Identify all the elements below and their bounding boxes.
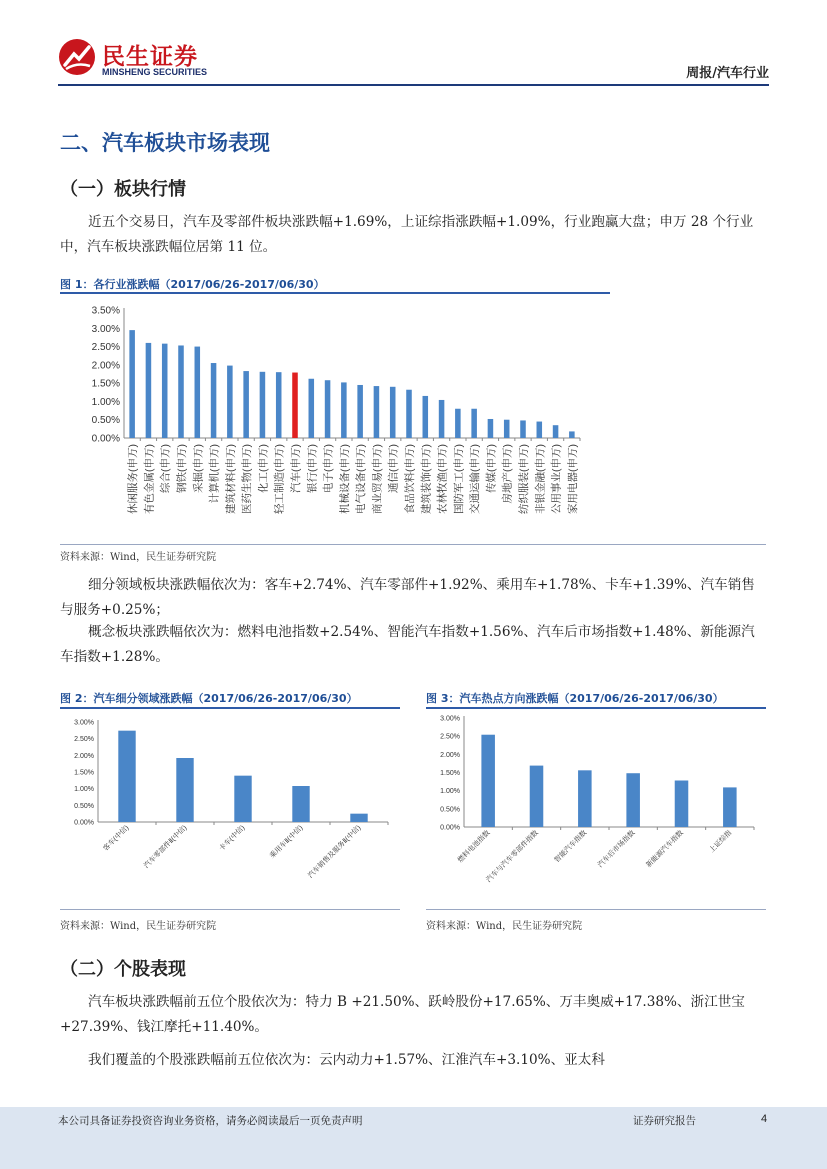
fig1-bar	[146, 343, 152, 438]
fig1-y-tick: 1.00%	[91, 396, 120, 408]
fig2-bar	[292, 786, 309, 822]
fig2-y-tick: 1.00%	[74, 786, 94, 794]
figure-3-chart	[426, 712, 766, 907]
fig1-y-tick: 0.50%	[91, 415, 120, 427]
fig2-y-tick: 3.00%	[74, 719, 94, 727]
fig2-x-label: 乘用车Ⅱ(中信)	[268, 824, 305, 860]
fig1-bar	[488, 419, 494, 438]
fig3-y-tick: 2.50%	[440, 733, 460, 741]
figure-3-caption-rule	[426, 707, 766, 709]
fig3-x-label: 智能汽车指数	[553, 829, 589, 865]
figure-1-chart	[60, 298, 620, 540]
fig1-x-label: 汽车(申万)	[290, 444, 302, 493]
fig1-x-label: 化工(申万)	[257, 444, 270, 493]
fig3-x-label: 汽车与汽车零部件指数	[485, 829, 540, 884]
figure-1-source: 资料来源：Wind，民生证券研究院	[60, 552, 217, 563]
fig3-y-tick: 3.00%	[440, 715, 460, 723]
fig1-y-tick: 3.00%	[91, 323, 120, 335]
minsheng-logo-icon	[58, 38, 96, 76]
fig1-bar	[211, 363, 217, 438]
subsection-title-1: （一）板块行情	[60, 179, 186, 200]
fig3-x-label: 汽车后市场指数	[596, 829, 637, 870]
fig2-y-tick: 1.50%	[74, 769, 94, 777]
fig1-x-label: 计算机(申万)	[208, 444, 221, 504]
figure-2-caption-rule	[60, 707, 400, 709]
fig1-bar	[243, 371, 249, 438]
fig1-y-tick: 1.50%	[91, 378, 120, 390]
fig1-y-tick: 3.50%	[91, 305, 120, 317]
fig1-x-label: 传媒(申万)	[485, 444, 498, 493]
figure-2-caption: 图 2：汽车细分领域涨跌幅（2017/06/26-2017/06/30）	[60, 692, 358, 705]
fig1-bar	[390, 387, 396, 438]
fig2-y-tick: 2.00%	[74, 752, 94, 760]
fig2-y-tick: 0.50%	[74, 802, 94, 810]
paragraph-2: 细分领域板块涨跌幅依次为：客车+2.74%、汽车零部件+1.92%、乘用车+1.78%、卡车+1.39%、汽车销售与服务+0.25%；	[60, 577, 755, 618]
fig3-y-tick: 1.00%	[440, 788, 460, 796]
fig3-bar	[723, 787, 737, 827]
figure-1-caption-rule	[60, 292, 610, 294]
figure-1-source-rule	[60, 544, 766, 545]
figure-3-source: 资料来源：Wind，民生证券研究院	[426, 921, 583, 932]
logo-text-en: MINSHENG SECURITIES	[102, 67, 208, 77]
fig1-x-label: 有色金属(申万)	[143, 444, 156, 514]
fig1-x-label: 综合(申万)	[159, 444, 172, 493]
fig1-x-label: 建筑材料(申万)	[224, 444, 237, 514]
paragraph-5: 我们覆盖的个股涨跌幅前五位依次为：云内动力+1.57%、江淮汽车+3.10%、亚太科	[88, 1052, 605, 1068]
fig1-x-label: 电子(申万)	[322, 444, 335, 493]
fig1-x-label: 钢铁(申万)	[176, 444, 188, 493]
footer-doc-type: 证券研究报告	[633, 1115, 696, 1127]
fig2-x-label: 汽车零部件Ⅱ(中信)	[143, 824, 189, 870]
figure-2-source-rule	[60, 909, 400, 910]
fig3-bar	[675, 780, 689, 827]
fig1-x-label: 医药生物(申万)	[241, 444, 254, 514]
fig3-x-label: 燃料电池指数	[456, 829, 492, 865]
fig1-x-label: 交通运输(申万)	[469, 444, 482, 514]
fig1-x-label: 房地产(申万)	[501, 444, 514, 504]
fig1-bar	[309, 379, 315, 438]
fig3-x-label: 上证综指	[708, 829, 734, 855]
fig2-bar	[234, 776, 251, 822]
fig1-x-label: 食品饮料(申万)	[404, 444, 416, 514]
fig1-x-label: 农林牧渔(申万)	[436, 444, 449, 514]
fig1-bar	[195, 347, 201, 438]
subsection-title-2: （二）个股表现	[60, 959, 186, 980]
figure-2-chart	[60, 712, 400, 907]
fig1-bar	[357, 385, 363, 438]
fig1-bar	[162, 344, 168, 438]
fig1-bar	[553, 425, 559, 438]
fig1-x-label: 休闲服务(申万)	[127, 444, 140, 514]
report-type: 周报/汽车行业	[686, 66, 769, 81]
section-title: 二、汽车板块市场表现	[60, 131, 270, 155]
fig3-y-tick: 2.00%	[440, 751, 460, 759]
header-divider	[58, 84, 769, 86]
fig1-y-tick: 2.00%	[91, 360, 120, 372]
fig1-bar	[341, 382, 347, 438]
fig1-bar	[227, 366, 233, 438]
fig3-x-label: 新能源汽车指数	[645, 829, 685, 870]
fig1-x-label: 轻工制造(申万)	[273, 444, 286, 514]
fig1-y-tick: 0.00%	[91, 433, 120, 445]
fig3-bar	[626, 773, 640, 827]
fig1-bar	[276, 372, 282, 438]
footer-disclaimer: 本公司具备证券投资咨询业务资格，请务必阅读最后一页免责声明	[58, 1115, 363, 1127]
fig3-bar	[481, 735, 495, 827]
fig1-x-label: 纺织服装(申万)	[518, 444, 530, 514]
fig1-x-label: 电气设备(申万)	[355, 444, 368, 514]
fig1-bar	[292, 373, 298, 438]
fig1-bar	[569, 431, 575, 438]
fig2-y-tick: 0.00%	[74, 819, 94, 827]
fig1-bar	[455, 409, 461, 438]
fig1-x-label: 机械设备(申万)	[338, 444, 351, 514]
fig1-bar	[406, 390, 412, 438]
fig1-bar	[471, 409, 477, 438]
fig2-bar	[350, 814, 367, 822]
figure-3-source-rule	[426, 909, 766, 910]
fig1-bar	[260, 372, 266, 438]
fig1-bar	[178, 345, 184, 438]
fig1-x-label: 银行(申万)	[306, 444, 319, 493]
fig1-x-label: 公用事业(申万)	[550, 443, 563, 514]
fig1-x-label: 采掘(申万)	[192, 444, 205, 493]
fig1-x-label: 商业贸易(申万)	[371, 444, 384, 514]
fig3-y-tick: 0.50%	[440, 806, 460, 814]
fig3-y-tick: 0.00%	[440, 824, 460, 832]
fig1-x-label: 建筑装饰(申万)	[420, 444, 433, 514]
fig2-bar	[176, 758, 193, 822]
figure-1-caption: 图 1：各行业涨跌幅（2017/06/26-2017/06/30）	[60, 278, 325, 291]
fig1-bar	[423, 396, 429, 438]
fig1-x-label: 通信(申万)	[387, 444, 400, 493]
fig1-bar	[537, 422, 543, 438]
fig1-x-label: 国防军工(申万)	[452, 444, 465, 514]
fig1-bar	[129, 330, 135, 438]
fig1-bar	[325, 380, 331, 438]
fig1-x-label: 家用电器(申万)	[566, 444, 579, 514]
logo-text-cn: 民生证券	[102, 44, 198, 70]
paragraph-3: 概念板块涨跌幅依次为：燃料电池指数+2.54%、智能汽车指数+1.56%、汽车后市场指数+1.48%、新能源汽车指数+1.28%。	[60, 624, 755, 665]
paragraph-1: 近五个交易日，汽车及零部件板块涨跌幅+1.69%，上证综指涨跌幅+1.09%，行业跑赢大盘；申万 28 个行业中，汽车板块涨跌幅位居第 11 位。	[60, 214, 754, 255]
fig1-bar	[504, 420, 510, 438]
fig2-x-label: 汽车销售及服务Ⅱ(中信)	[307, 824, 363, 880]
fig2-bar	[118, 731, 135, 822]
fig1-y-tick: 2.50%	[91, 342, 120, 354]
fig1-x-label: 非银金融(申万)	[534, 444, 547, 514]
fig3-y-tick: 1.50%	[440, 769, 460, 777]
fig2-x-label: 卡车(中信)	[218, 824, 247, 853]
figure-3-caption: 图 3：汽车热点方向涨跌幅（2017/06/26-2017/06/30）	[426, 692, 724, 705]
fig2-x-label: 客车(中信)	[102, 824, 131, 853]
fig1-bar	[439, 400, 445, 438]
fig2-y-tick: 2.50%	[74, 736, 94, 744]
paragraph-4: 汽车板块涨跌幅前五位个股依次为：特力 B +21.50%、跃岭股份+17.65%、万丰奥威+17.38%、浙江世宝+27.39%、钱江摩托+11.40%。	[60, 994, 745, 1035]
fig1-bar	[374, 386, 380, 438]
page-number: 4	[761, 1113, 768, 1125]
figure-2-source: 资料来源：Wind，民生证券研究院	[60, 921, 217, 932]
fig3-bar	[530, 766, 544, 827]
fig3-bar	[578, 770, 592, 827]
fig1-bar	[520, 420, 526, 438]
